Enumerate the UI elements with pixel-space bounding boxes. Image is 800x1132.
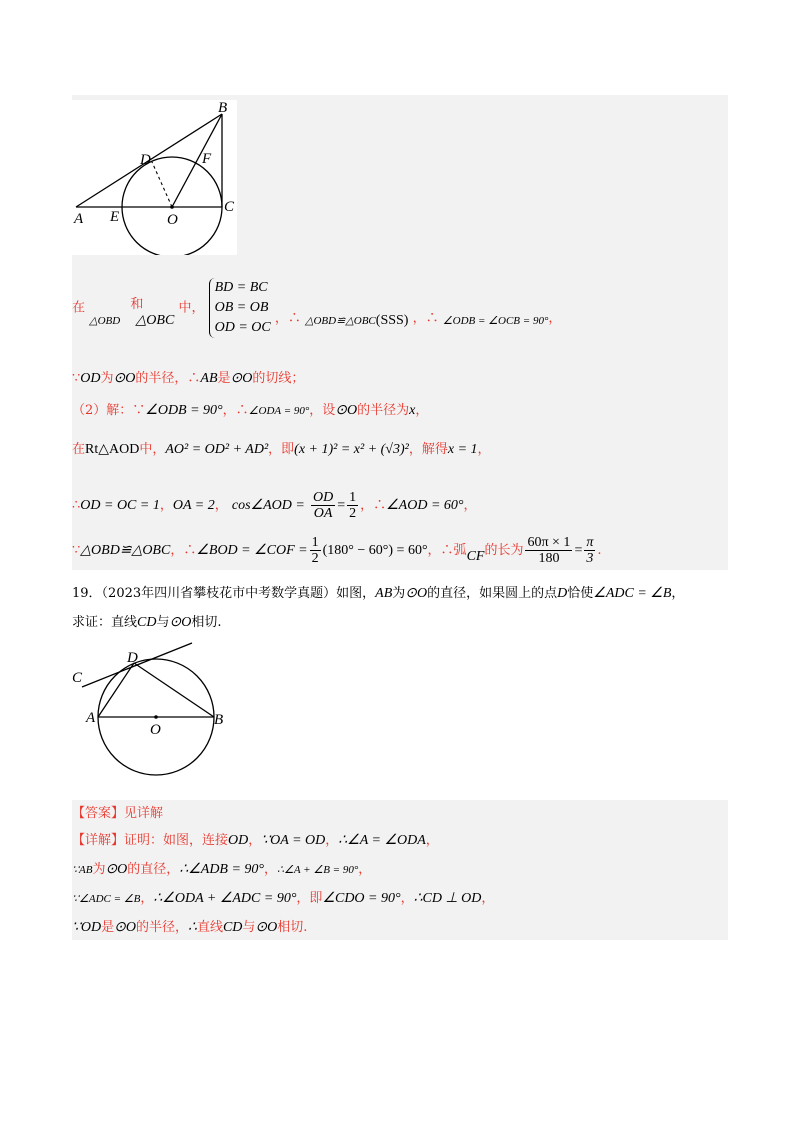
solution-line-3: （2）解：∵∠ODB = 90°，∴∠ODA = 90°，设⊙O的半径为x，: [72, 403, 429, 418]
fig1-label-D: D: [140, 152, 151, 168]
solution-line-6: ∵△OBD≌△OBC，∴∠BOD = ∠COF = $\frac{1}{2}$ (180° − 60°) = 60°，∴弧CF的长为 $\frac{60\pi \times 1}{180}$ = $\frac{\pi}{3}$ .: [72, 535, 602, 566]
fig2-label-O: O: [150, 722, 161, 738]
solution-line-5: ∴OD = OC = 1，OA = 2， cos∠AOD = $\frac{OD}{OA}$ = $\frac{1}{2}$ ，∴∠AOD = 60°，: [72, 490, 477, 521]
solution-line-2: ∵OD为⊙O的半径，∴AB是⊙O的切线；: [72, 371, 305, 386]
answer-line-2: 【详解】证明：如图，连接OD，∵OA = OD，∴∠A = ∠ODA，: [72, 833, 439, 848]
fig1-label-B: B: [218, 100, 228, 116]
fig2-label-A: A: [86, 710, 96, 726]
answer-line-3: ∵AB为⊙O的直径，∴∠ADB = 90°，∴∠A + ∠B = 90°，: [72, 862, 372, 877]
question-19-line-2: 求证：直线CD与⊙O相切.: [72, 615, 222, 630]
fig1-label-A: A: [74, 211, 84, 227]
solution-line-1: 在 $_{\triangle OBD}$ 和 △OBC 中， BD = BC OB = OB OD = OC ，∴ $_{\triangle OBD≌\triangle OBC}$(SSS) ，∴ $_{\angle ODB = \angle OCB = 90^\circ}$，: [72, 278, 561, 338]
fig1-label-E: E: [110, 209, 120, 225]
fig1-label-O: O: [167, 212, 178, 228]
solution-line-4: 在Rt△AOD中，AO² = OD² + AD²，即(x + 1)² = x² + (√3)²，解得x = 1，: [72, 442, 491, 457]
equation-system: BD = BC OB = OB OD = OC: [209, 278, 271, 338]
fig2-label-D: D: [127, 650, 138, 666]
figure-2: [72, 640, 242, 780]
answer-line-5: ∵OD是⊙O的半径，∴直线CD与⊙O相切.: [72, 920, 308, 935]
fig2-label-B: B: [214, 712, 224, 728]
answer-line-1: 【答案】见详解: [72, 806, 164, 821]
answer-line-4: ∵∠ADC = ∠B，∴∠ODA + ∠ADC = 90°，即∠CDO = 90°，∴CD ⊥ OD，: [72, 891, 495, 906]
question-19-line-1: 19．（2023年四川省攀枝花市中考数学真题）如图，AB为⊙O的直径，如果圆上的点D恰使∠ADC = ∠B，: [72, 586, 685, 601]
fig2-label-C: C: [72, 670, 83, 686]
figure-1: [72, 100, 237, 255]
fig1-label-F: F: [202, 151, 212, 167]
fig1-label-C: C: [224, 199, 235, 215]
